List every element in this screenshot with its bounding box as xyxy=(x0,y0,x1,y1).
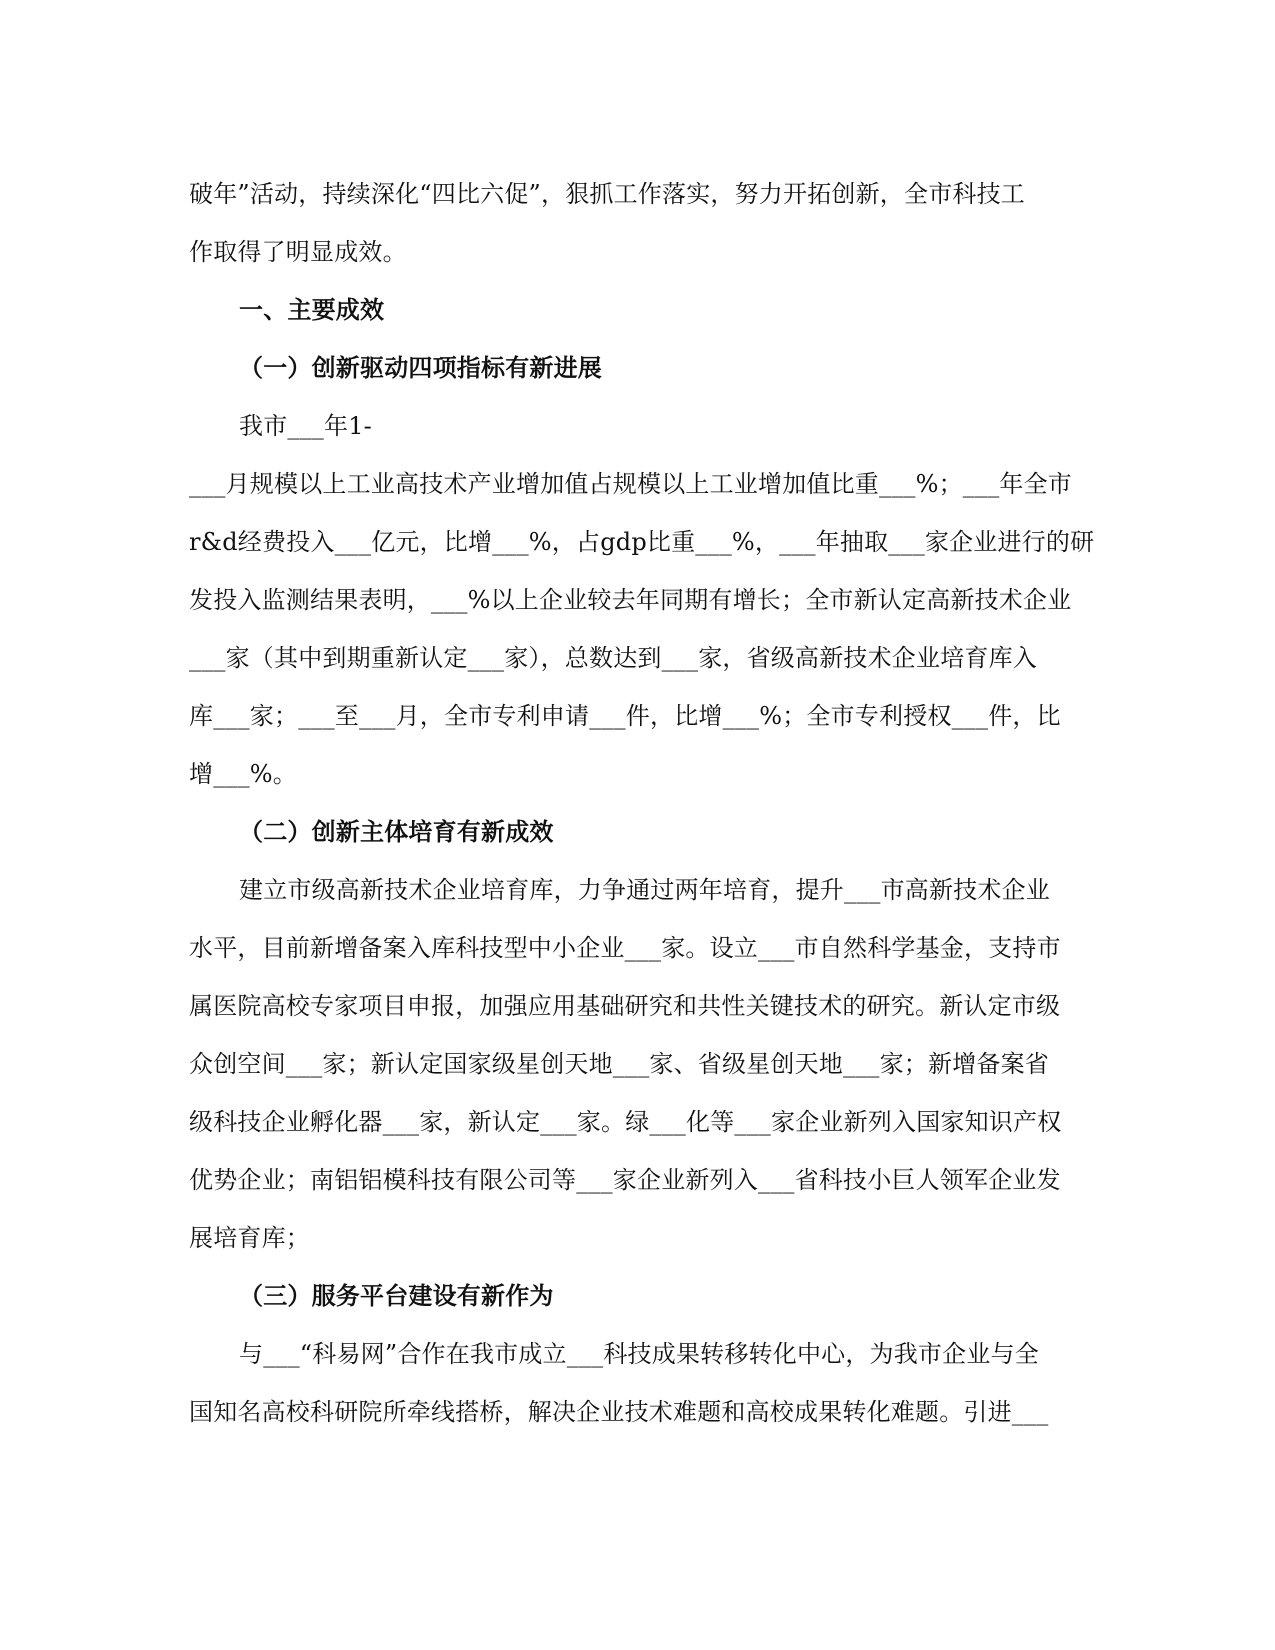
paragraph-line: ___月规模以上工业高技术产业增加值占规模以上工业增加值比重___%；___年全市 xyxy=(189,470,1073,498)
section-heading: 一、主要成效 xyxy=(239,295,385,324)
document-body xyxy=(189,165,1095,1441)
paragraph-line: 众创空间___家；新认定国家级星创天地___家、省级星创天地___家；新增备案省 xyxy=(189,1050,1049,1078)
subsection-heading: （二）创新主体培育有新成效 xyxy=(239,817,554,846)
paragraph-line: 建立市级高新技术企业培育库，力争通过两年培育，提升___市高新技术企业 xyxy=(239,876,1050,904)
paragraph-line: 级科技企业孵化器___家，新认定___家。绿___化等___家企业新列入国家知识产权 xyxy=(189,1108,1062,1136)
paragraph-line: 与___“科易网”合作在我市成立___科技成果转移转化中心，为我市企业与全 xyxy=(239,1340,1039,1368)
paragraph-line: 优势企业；南铝铝模科技有限公司等___家企业新列入___省科技小巨人领军企业发 xyxy=(189,1166,1061,1194)
paragraph-line: 破年”活动，持续深化“四比六促”，狠抓工作落实，努力开拓创新，全市科技工 xyxy=(189,180,1026,208)
paragraph-line: 发投入监测结果表明，___%以上企业较去年同期有增长；全市新认定高新技术企业 xyxy=(189,586,1072,614)
paragraph-line: 属医院高校专家项目申报，加强应用基础研究和共性关键技术的研究。新认定市级 xyxy=(189,992,1061,1020)
paragraph-line: 展培育库； xyxy=(189,1224,310,1252)
paragraph-line: 增___%。 xyxy=(189,760,298,788)
paragraph-line: 作取得了明显成效。 xyxy=(189,238,407,266)
paragraph-line: 我市___年1- xyxy=(239,412,372,440)
paragraph-line: 库___家；___至___月，全市专利申请___件，比增___%；全市专利授权___件，比 xyxy=(189,702,1061,730)
paragraph-line: 水平，目前新增备案入库科技型中小企业___家。设立___市自然科学基金，支持市 xyxy=(189,934,1061,962)
paragraph-line: r&d经费投入___亿元，比增___%，占gdp比重___%，___年抽取___家企业进行的研 xyxy=(189,528,1095,556)
paragraph-line: 国知名高校科研院所牵线搭桥，解决企业技术难题和高校成果转化难题。引进___ xyxy=(189,1398,1049,1426)
subsection-heading: （三）服务平台建设有新作为 xyxy=(239,1281,554,1310)
paragraph-line: ___家（其中到期重新认定___家），总数达到___家，省级高新技术企业培育库入 xyxy=(189,644,1037,672)
subsection-heading: （一）创新驱动四项指标有新进展 xyxy=(239,353,602,382)
